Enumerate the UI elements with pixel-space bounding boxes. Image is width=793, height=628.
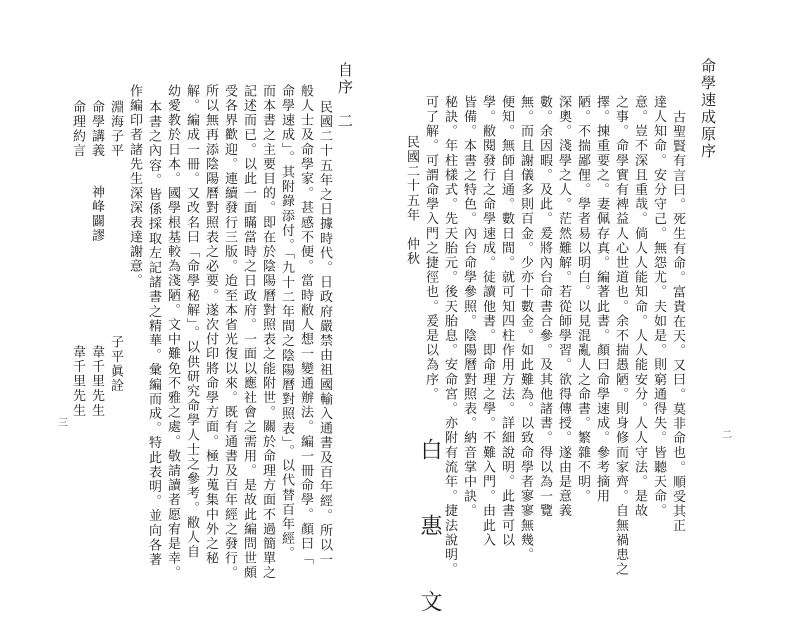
text-column: 命學速成」。其附錄添付。「九十二年間之陰陽曆對照表」。以代替百年經。 — [279, 84, 294, 561]
text-column: 記述而已。以此一面瞞當時之日政府。一面以應社會之需用。是故此編問世頗 — [241, 84, 256, 581]
text-column: 受各界歡迎。連續發行三版。迨至本省光復以來。既有通書及百年經之發行。 — [222, 84, 237, 581]
reference-title: 命理約言 — [70, 100, 85, 159]
text-column: 民國二十五年之日據時代。日政府嚴禁由祖國輸入通書及百年經。所以一 — [317, 100, 332, 568]
text-column: 深奧。淺學之人。茫然難解。若從師學習。欲得傳授。遂由是意義 — [556, 95, 571, 519]
text-column: 學。敝閱發行之命學速成。徒讀他書。即命理之學。不難入門。由此入 — [480, 95, 495, 548]
reference-author: 韋千里先生 — [89, 345, 104, 418]
text-column: 般人士及命學家。甚感不便。當時敝人想一變通辦法。編一冊命學。顏曰「 — [298, 84, 313, 566]
text-column: 古聖賢有言曰。死生有命。富貴在天。又曰。莫非命也。順受其正 — [670, 110, 685, 534]
text-column: 作編印者諸先生深深表達謝意。 — [127, 84, 142, 289]
preface-date: 民國二十五年 仲秋 — [404, 135, 419, 267]
text-column: 幼愛教於日本。國學根基較為淺陋。文中難免不雅之處。敬請讀者愿宥是幸。 — [165, 84, 180, 581]
text-column: 秘訣。年柱樣式。先天胎元。後天胎息。安命宮。亦附有流年。捷法說明。 — [442, 95, 457, 577]
preface-title: 命學速成原序 — [699, 58, 717, 160]
text-column: 本書之內容。皆係採取左記諸書之精華。彙編而成。特此表明。並向各著 — [146, 100, 161, 568]
preface-title: 自序 二 — [336, 62, 354, 130]
page-number: 三 — [58, 418, 68, 429]
reference-author: 神峰闢謬 — [89, 185, 104, 244]
text-column: 無。而且謝儀多則百金。少亦十數金。如此難為。以致命學者寥寥無幾。 — [518, 95, 533, 563]
text-column: 解。編成一冊。又改名曰「命學秘解」。以供研究命學人士之參考。敝人自 — [184, 84, 199, 560]
reference-author: 韋千里先生 — [70, 345, 85, 418]
text-column: 數。余因暇。及此。爰將內台命書合參。及其他諸書。得以為一覽 — [537, 95, 552, 519]
text-column: 之事。命學實有裨益人心世道也。余不揣愚陋。則身修而家齊。自無禍患之 — [613, 95, 628, 577]
text-column: 陋。不揣鄙俚。學者易以明白。以見混亂人之命書。繁雜不明。 — [575, 95, 590, 504]
text-column: 達人知命。安分守己。無怨尤。夫如是。則窮通得失。皆聽天命。 — [651, 95, 666, 519]
text-column: 可了解。可謂命學入門之捷徑也。爰是以為序。 — [423, 95, 438, 402]
reference-author: 子平眞詮 — [108, 335, 123, 394]
text-column: 所以無再添陰陽曆對照表之必要。遂次付印將命學方面。極力蒐集中外之秘 — [203, 84, 218, 566]
author-signature: 白 惠 文 — [417, 438, 442, 628]
text-column: 意。豈不深且重哉。倘人人能知命。人人能安分。人人守法。是故 — [632, 95, 647, 519]
text-column: 擇。揀重要之。妻佩存真。編著此書。顏曰命學速成。參考摘用 — [594, 95, 609, 504]
text-column: 皆備。本書之特色。內台命學參照。陰陽曆對照表。納音掌中訣。 — [461, 95, 476, 519]
reference-title: 命學講義 — [89, 100, 104, 159]
page-number: 二 — [722, 430, 732, 441]
reference-title: 淵海子平 — [108, 100, 123, 159]
text-column: 而本書之主要目的。即在於陰陽曆對照表之能附世。關於命理方面不過簡單之 — [260, 84, 275, 581]
text-column: 便知。無師自通。數日間。就可知四柱作用方法。詳細說明。此書可以 — [499, 95, 514, 548]
